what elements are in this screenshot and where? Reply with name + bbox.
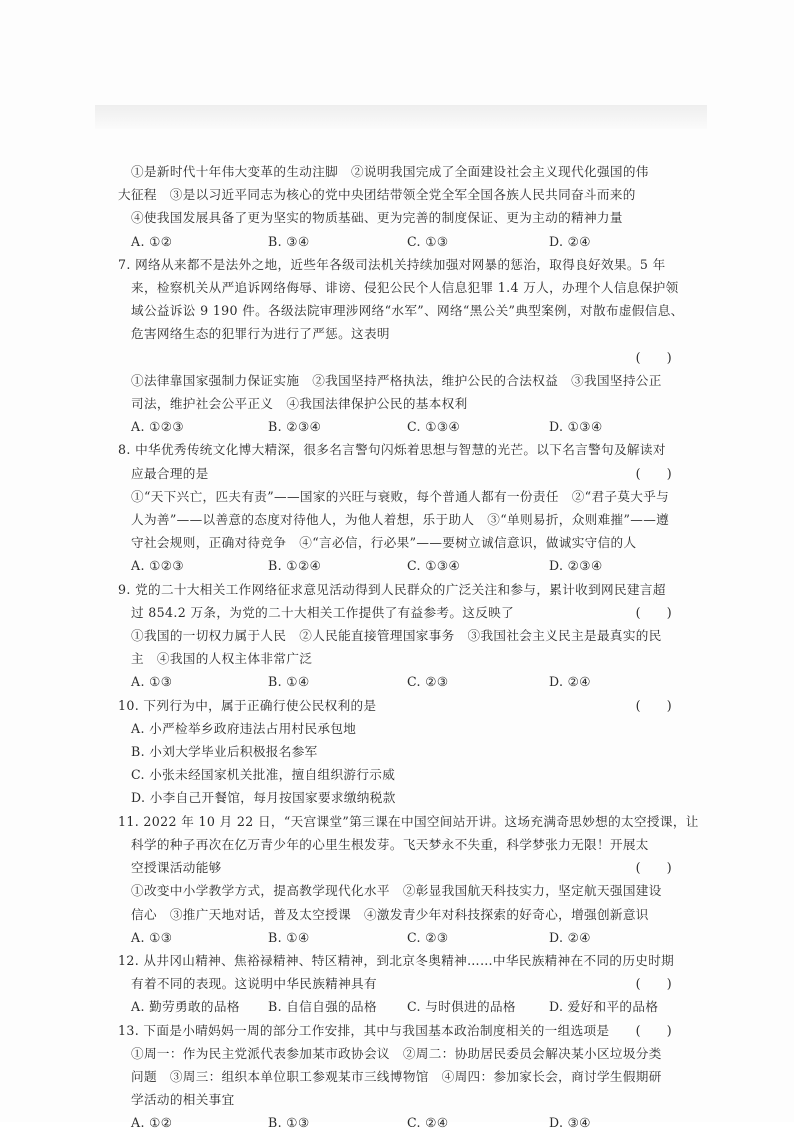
options-row: [118, 926, 678, 949]
question-stem-text: 应最合理的是: [131, 465, 209, 481]
question-6: [118, 160, 678, 253]
question-stem-line: 科学的种子再次在亿万青少年的心里生根发芽。飞天梦永不失重，科学梦张力无限！开展太: [131, 836, 649, 852]
answer-paren: ( ): [635, 860, 672, 876]
option-d[interactable]: D. ①③④: [548, 419, 603, 435]
option-b[interactable]: B. ①③: [268, 1115, 310, 1131]
question-stem-text: 过 854.2 万条，为党的二十大相关工作提供了有益参考。这反映了: [131, 604, 515, 620]
answer-paren: ( ): [635, 465, 672, 481]
options-row: [118, 230, 678, 253]
option-b[interactable]: B. ③④: [268, 233, 310, 249]
option-b[interactable]: B. ②③④: [268, 419, 322, 435]
option-b[interactable]: B. 自信自强的品格: [268, 999, 377, 1015]
question-stem-line: 危害网络生态的犯罪行为进行了严惩。这表明: [131, 326, 390, 342]
option-a[interactable]: A. ①②③: [131, 558, 185, 574]
answer-paren: ( ): [635, 697, 672, 713]
option-c[interactable]: C. ①③④: [406, 419, 461, 435]
options-row: [118, 415, 678, 438]
option-b[interactable]: B. ①④: [268, 674, 310, 690]
statement-line: 问题 ③周三：组织本单位职工参观某市三线博物馆 ④周四：参加家长会，商讨学生假期研: [131, 1068, 662, 1084]
statement-line: 守社会规则，正确对待竞争 ④“言必信，行必果”——要树立诚信意识，做诚实守信的人: [131, 535, 637, 551]
option-c[interactable]: C. 与时俱进的品格: [406, 999, 516, 1015]
question-7: [118, 253, 684, 439]
statement-line: ①法律靠国家强制力保证实施 ②我国坚持严格执法，维护公民的合法权益 ③我国坚持公正: [131, 372, 662, 388]
question-stem-line: 7. 网络从来都不是法外之地，近些年各级司法机关持续加强对网暴的惩治，取得良好效果。5 年: [118, 256, 666, 272]
choice-a[interactable]: A. 小严检举乡政府违法占用村民承包地: [131, 720, 357, 736]
option-b[interactable]: B. ①④: [268, 929, 310, 945]
option-d[interactable]: D. ③④: [548, 1115, 591, 1131]
option-a[interactable]: A. 勤劳勇敢的品格: [131, 999, 240, 1015]
question-11: [118, 810, 699, 949]
statement-line: ①我国的一切权力属于人民 ②人民能直接管理国家事务 ③我国社会主义民主是最真实的民: [131, 628, 662, 644]
question-stem-line: [118, 694, 678, 717]
question-12: [118, 949, 678, 1019]
question-stem-line: 来，检察机关从严追诉网络侮辱、诽谤、侵犯公民个人信息犯罪 1.4 万人，办理个人信息保护领: [131, 280, 679, 296]
option-d[interactable]: D. ②④: [548, 929, 591, 945]
option-a[interactable]: A. ①②: [131, 233, 173, 249]
question-10: [118, 694, 678, 810]
option-c[interactable]: C. ②③: [406, 929, 449, 945]
question-stem-line: [118, 1019, 678, 1042]
options-row: [118, 995, 678, 1018]
statement-line: ①是新时代十年伟大变革的生动注脚 ②说明我国完成了全面建设社会主义现代化强国的伟: [131, 164, 649, 179]
statement-line: ①改变中小学教学方式，提高教学现代化水平 ②彰显我国航天科技实力，坚定航天强国建设: [131, 883, 662, 899]
question-stem-line: 9. 党的二十大相关工作网络征求意见活动得到人民群众的广泛关注和参与，累计收到网民建言超: [118, 581, 666, 597]
option-c[interactable]: C. ①③④: [406, 558, 461, 574]
question-9: [118, 578, 678, 694]
question-stem-line: [118, 601, 678, 624]
question-stem-text: 有着不同的表现。这说明中华民族精神具有: [131, 976, 377, 992]
question-stem-text: 10. 下列行为中，属于正确行使公民权利的是: [118, 697, 377, 713]
question-stem-line: 8. 中华优秀传统文化博大精深，很多名言警句闪烁着思想与智慧的光芒。以下名言警句及解读对: [118, 442, 666, 458]
question-stem-text: 13. 下面是小晴妈妈一周的部分工作安排，其中与我国基本政治制度相关的一组选项是: [118, 1022, 610, 1038]
options-row: [118, 554, 678, 577]
statement-line: 人为善”——以善意的态度对待他人，为他人着想，乐于助人 ③“单则易折，众则难摧”——遵: [131, 512, 670, 528]
choice-d[interactable]: D. 小李自己开餐馆，每月按国家要求缴纳税款: [131, 790, 396, 806]
answer-paren: ( ): [635, 976, 672, 992]
question-stem-line: 11. 2022 年 10 月 22 日，“天宫课堂”第三课在中国空间站开讲。这场充满奇思妙想的太空授课，让: [118, 813, 699, 829]
option-a[interactable]: A. ①③: [131, 929, 173, 945]
choice-c[interactable]: C. 小张未经国家机关批准，擅自组织游行示威: [131, 767, 396, 783]
scan-shadow: [95, 105, 707, 129]
answer-paren: ( ): [635, 349, 672, 365]
question-stem-line: [118, 856, 678, 879]
question-stem-line: [118, 972, 678, 995]
option-a[interactable]: A. ①②: [131, 1115, 173, 1131]
option-d[interactable]: D. ②④: [548, 674, 591, 690]
question-stem-text: 空授课活动能够: [131, 860, 222, 876]
statement-line: 主 ④我国的人权主体非常广泛: [131, 651, 313, 667]
answer-paren: ( ): [635, 1022, 672, 1038]
option-a[interactable]: A. ①②③: [131, 419, 185, 435]
option-c[interactable]: C. ②④: [406, 1115, 449, 1131]
option-a[interactable]: A. ①③: [131, 674, 173, 690]
statement-line: 学活动的相关事宜: [131, 1092, 235, 1108]
question-list: [118, 160, 699, 1135]
options-row: [118, 1111, 678, 1134]
question-stem-line: 12. 从井冈山精神、焦裕禄精神、特区精神，到北京冬奥精神……中华民族精神在不同的历史时期: [118, 952, 675, 968]
question-stem-line: 域公益诉讼 9 190 件。各级法院审理涉网络“水军”、网络“黑公关”典型案例，对散布虚假信息、: [131, 303, 684, 319]
option-c[interactable]: C. ①③: [406, 233, 449, 249]
option-d[interactable]: D. ②③④: [548, 558, 603, 574]
option-d[interactable]: D. ②④: [548, 233, 591, 249]
question-13: [118, 1019, 678, 1135]
choice-b[interactable]: B. 小刘大学毕业后积极报名参军: [131, 744, 318, 760]
option-b[interactable]: B. ①②④: [268, 558, 322, 574]
options-row: [118, 670, 678, 693]
statement-line: ④使我国发展具备了更为坚实的物质基础、更为完善的制度保证、更为主动的精神力量: [118, 210, 623, 226]
option-c[interactable]: C. ②③: [406, 674, 449, 690]
statement-line: ①“天下兴亡，匹夫有责”——国家的兴旺与衰败，每个普通人都有一份责任 ②“君子莫大乎与: [131, 488, 670, 504]
statement-line: 信心 ③推广天地对话，普及太空授课 ④激发青少年对科技探索的好奇心，增强创新意识: [131, 906, 649, 922]
statement-line: ①周一：作为民主党派代表参加某市政协会议 ②周二：协助居民委员会解决某小区垃圾分类: [131, 1045, 662, 1061]
statement-line: 司法，维护社会公平正义 ④我国法律保护公民的基本权利: [131, 396, 468, 412]
answer-paren: ( ): [635, 604, 672, 620]
statement-line: 大征程 ③是以习近平同志为核心的党中央团结带领全党全军全国各族人民共同奋斗而来的: [118, 187, 636, 203]
option-d[interactable]: D. 爱好和平的品格: [548, 999, 659, 1015]
question-stem-line: [118, 462, 678, 485]
question-8: [118, 438, 678, 577]
